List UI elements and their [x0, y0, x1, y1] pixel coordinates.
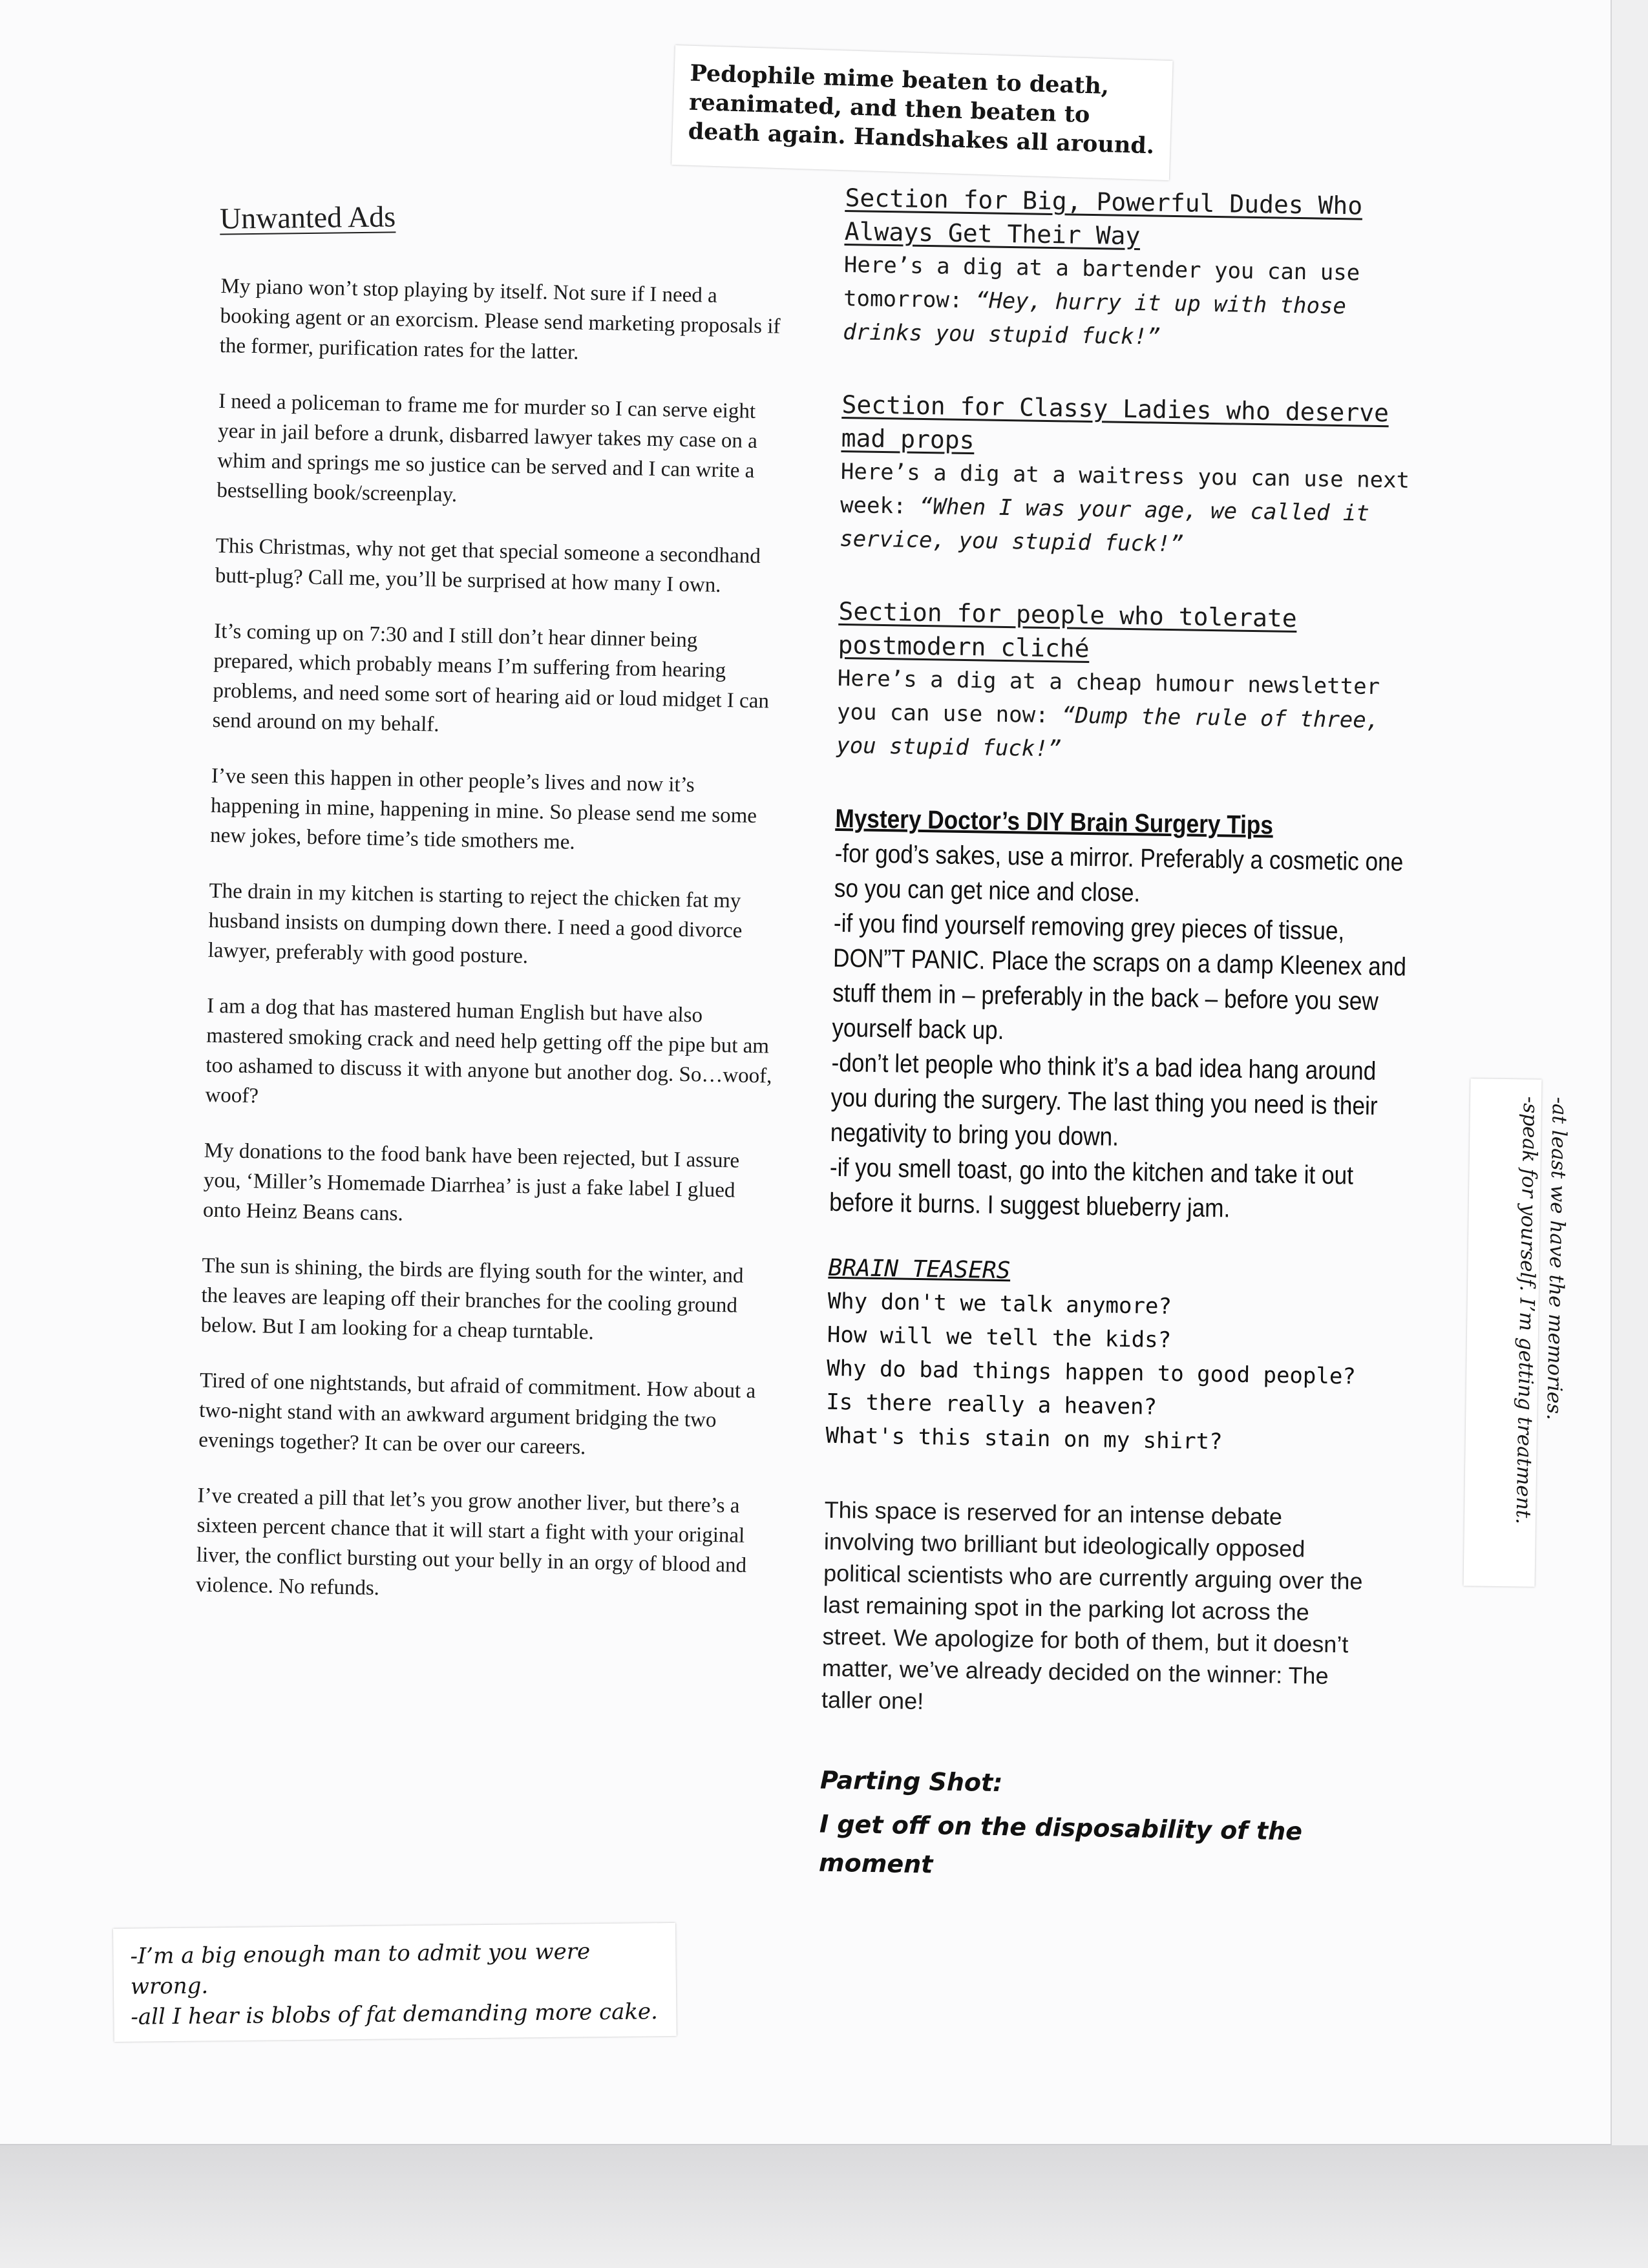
side-line: -speak for yourself. I’m getting treatment.: [1511, 1096, 1543, 1525]
tip-item: -don’t let people who think it’s a bad idea hang around you during the surgery. The last thing you need is their negativity to bring you down.: [830, 1048, 1378, 1151]
section-body: [843, 248, 1426, 358]
right-column: [819, 181, 1427, 1891]
section-heading: Section for people who tolerate postmodern cliché: [838, 596, 1298, 664]
quips-clipping: [113, 1923, 677, 2042]
section-body: [836, 662, 1419, 772]
ad-item: My donations to the food bank have been rejected, but I assure you, ‘Miller’s Homemade Diarrhea’ is just a fake label I glued onto Heinz Beans cans.: [202, 1139, 740, 1226]
tips-list: [829, 836, 1415, 1229]
teaser-item: What's this stain on my shirt?: [825, 1422, 1223, 1455]
teaser-item: Is there really a heaven?: [825, 1389, 1157, 1420]
side-clipping-text: [1507, 1096, 1574, 1562]
parting-shot: [819, 1761, 1338, 1891]
section-quote: “When I was your age, we called it service, you stupid fuck!”: [839, 493, 1370, 558]
quip-line: -all I hear is blobs of fat demanding more cake.: [131, 1999, 659, 2030]
teaser-item: How will we tell the kids?: [827, 1321, 1172, 1354]
headline-clipping: [671, 45, 1172, 180]
ad-item: I’ve created a pill that let’s you grow another liver, but there’s a sixteen percent chance that it will start a fight with your original liver, the conflict bursting out your belly in an orgy of blood and violence. No refunds.: [195, 1484, 747, 1601]
teaser-item: Why do bad things happen to good people?: [826, 1355, 1357, 1390]
section-quote: “Hey, hurry it up with those drinks you stupid fuck!”: [843, 288, 1347, 350]
ad-item: I need a policeman to frame me for murder so I can serve eight year in jail before a drunk, disbarred lawyer takes my case on a whim and springs me so justice can be served and I can write a bestselling book/screenplay.: [217, 389, 758, 507]
brain-surgery-tips: [829, 801, 1417, 1229]
ad-item: The sun is shining, the birds are flying south for the winter, and the leaves are leaping off their branches for the cooling ground below. But I am looking for a cheap turntable.: [200, 1254, 744, 1345]
scan-margin-bottom: [0, 2145, 1648, 2268]
dig-section: [836, 594, 1421, 772]
quip-line: -I’m a big enough man to admit you were wrong.: [130, 1938, 591, 2000]
section-body: [840, 455, 1422, 565]
tip-item: -for god’s sakes, use a mirror. Preferably a cosmetic one so you can get nice and close.: [834, 839, 1404, 908]
ad-item: Tired of one nightstands, but afraid of commitment. How about a two-night stand with an awkward argument bridging the two evenings together? It can be over our careers.: [198, 1369, 756, 1460]
ad-item: This Christmas, why not get that special someone a secondhand butt-plug? Call me, you’ll be surprised at how many I own.: [215, 534, 761, 597]
unwanted-ads-title: Unwanted Ads: [219, 200, 396, 235]
tips-title: Mystery Doctor’s DIY Brain Surgery Tips: [835, 804, 1274, 840]
section-lead: Here’s a dig at a cheap humour newsletter you can use now:: [836, 665, 1380, 729]
teaser-item: Why don't we talk anymore?: [827, 1288, 1172, 1320]
section-heading: Section for Big, Powerful Dudes Who Always Get Their Way: [844, 183, 1363, 251]
ad-item: I am a dog that has mastered human English but have also mastered smoking crack and need help getting off the pipe but am too ashamed to discuss it with anyone but another dog. So…woof, woof?: [205, 994, 772, 1108]
ad-item: My piano won’t stop playing by itself. Not sure if I need a booking agent or an exorcism. Please send marketing proposals if the former, purification rates for the latter.: [219, 274, 781, 364]
teasers-title: BRAIN TEASERS: [828, 1254, 1011, 1285]
headline-text: Pedophile mime beaten to death, reanimated, and then beaten to death again. Handshakes all around.: [688, 59, 1155, 160]
side-line: -at least we have the memories.: [1542, 1097, 1572, 1421]
brain-teasers: [825, 1252, 1410, 1462]
ad-item: It’s coming up on 7:30 and I still don’t hear dinner being prepared, which probably means I’m suffering from hearing problems, and need some sort of hearing aid or loud midget I can send around on my behalf.: [212, 619, 770, 737]
section-heading: Section for Classy Ladies who deserve mad props: [841, 390, 1389, 455]
ad-item: The drain in my kitchen is starting to reject the chicken fat my husband insists on dumping down there. I need a good divorce lawyer, preferably with good posture.: [207, 879, 743, 969]
section-quote: “Dump the rule of three, you stupid fuck!”: [836, 702, 1380, 762]
unwanted-ads-list: [195, 271, 790, 1637]
tip-item: -if you find yourself removing grey pieces of tissue, DON”T PANIC. Place the scraps on a damp Kleenex and stuff them in – preferably in the back – before you sew yourself back up.: [832, 908, 1407, 1045]
parting-shot-label: Parting Shot:: [819, 1765, 1003, 1798]
parting-shot-text: I get off on the disposability of the moment: [818, 1809, 1303, 1879]
dig-section: [840, 388, 1424, 565]
debate-space-notice: This space is reserved for an intense debate involving two brilliant but ideologically opposed political scientists who are currently arguing over the last remaining spot in the parking lot across the street. We apologize for both of them, but it doesn’t matter, we’ve already decided on the winner: The taller one!: [821, 1496, 1363, 1715]
ad-item: I’ve seen this happen in other people’s lives and now it’s happening in mine, happening in mine. So please send me some new jokes, before time’s tide smothers me.: [209, 764, 757, 854]
tip-item: -if you smell toast, go into the kitchen and take it out before it burns. I suggest blueberry jam.: [829, 1153, 1354, 1223]
section-lead: Here’s a dig at a waitress you can use next week:: [840, 458, 1410, 520]
section-lead: Here’s a dig at a bartender you can use tomorrow:: [843, 251, 1360, 314]
dig-section: [843, 181, 1427, 358]
scan-margin-right: [1612, 0, 1648, 2145]
